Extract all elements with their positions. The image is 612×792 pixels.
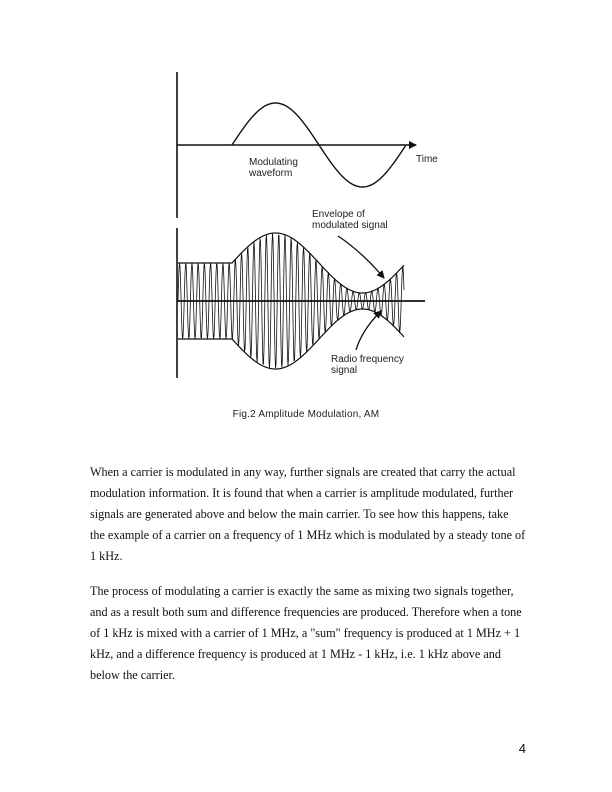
body-paragraph-1: When a carrier is modulated in any way, further signals are created that carry the actual modulation information. It is found that when a carrier is amplitude modulated, further signals are generated above and below the main carrier. To see how this happens, take the example of a carrier on a frequency of 1 MHz which is modulated by a steady tone of 1 kHz. (90, 465, 526, 563)
modulating-label-line2: waveform (249, 168, 293, 179)
page-number: 4 (518, 741, 526, 756)
rf-label-line2: signal (331, 365, 358, 376)
envelope-label-line1: Envelope of (312, 209, 365, 220)
figure-caption: Fig.2 Amplitude Modulation, AM (232, 409, 380, 420)
envelope-label-line2: modulated signal (312, 220, 388, 231)
rf-pointer-arrow (356, 311, 381, 350)
envelope-pointer-arrow (338, 236, 384, 278)
modulating-label-line1: Modulating (249, 157, 298, 168)
time-label: Time (416, 154, 438, 165)
body-paragraph-2: The process of modulating a carrier is exactly the same as mixing two signals together, and as a result both sum and difference frequencies are produced. Therefore when a tone of 1 kHz is mixed with a carrier of 1 MHz, a "sum" frequency is produced at 1 MHz + 1 kHz, and a difference frequency is produced at 1 MHz - 1 kHz, i.e. 1 kHz above and below the carrier. (90, 584, 522, 682)
rf-label-line1: Radio frequency (331, 354, 404, 365)
